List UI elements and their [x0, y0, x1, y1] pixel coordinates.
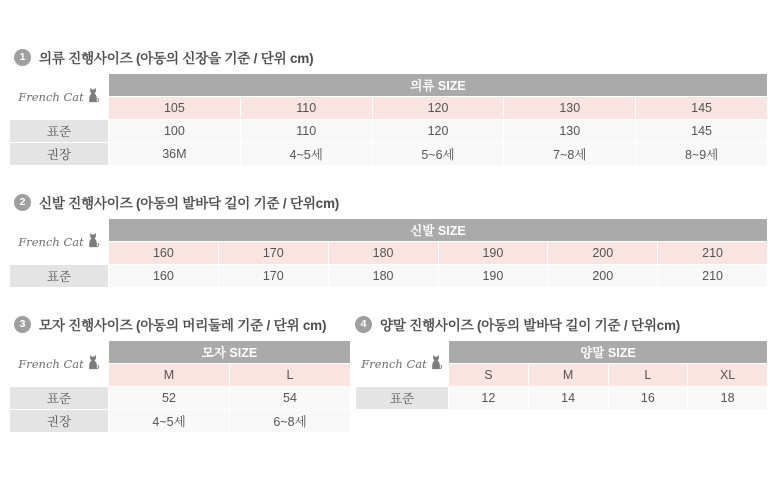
section-title: 의류 진행사이즈 (아동의 신장을 기준 / 단위 cm) — [39, 51, 314, 66]
size-value: 180 — [329, 265, 438, 287]
size-column-header: 170 — [219, 242, 328, 264]
size-value: 160 — [109, 265, 218, 287]
row-label: 권장 — [10, 410, 108, 432]
size-value: 4~5세 — [241, 143, 372, 165]
table-header: 양말 SIZE — [449, 341, 767, 363]
size-value: 210 — [658, 265, 767, 287]
size-value: 18 — [688, 387, 767, 409]
brand-logo-text: French Cat — [18, 356, 84, 371]
section-title: 모자 진행사이즈 (아동의 머리둘레 기준 / 단위 cm) — [39, 318, 327, 333]
size-column-header: XL — [688, 364, 767, 386]
size-column-header: 110 — [241, 97, 372, 119]
size-value: 170 — [219, 265, 328, 287]
cat-icon — [430, 354, 443, 370]
size-column-header: 190 — [439, 242, 548, 264]
size-column-header: L — [230, 364, 350, 386]
size-column-header: 210 — [658, 242, 767, 264]
row-label: 표준 — [356, 387, 448, 409]
size-value: 16 — [609, 387, 688, 409]
section-title: 신발 진행사이즈 (아동의 발바닥 길이 기준 / 단위cm) — [39, 196, 340, 211]
size-value: 145 — [636, 120, 767, 142]
size-table — [356, 341, 767, 409]
size-table — [10, 341, 350, 432]
size-value: 100 — [109, 120, 240, 142]
table-header: 신발 SIZE — [109, 219, 767, 241]
size-value: 14 — [529, 387, 608, 409]
row-label: 표준 — [10, 387, 108, 409]
section-heading — [10, 193, 767, 211]
size-value: 200 — [548, 265, 657, 287]
brand-logo — [10, 219, 108, 264]
table-header: 모자 SIZE — [109, 341, 350, 363]
size-value: 12 — [449, 387, 528, 409]
brand-logo-text: French Cat — [18, 234, 84, 249]
size-table — [10, 219, 767, 287]
size-value: 190 — [439, 265, 548, 287]
section-number-badge: 1 — [14, 49, 31, 66]
section-number-badge: 2 — [14, 194, 31, 211]
cat-icon — [87, 354, 100, 370]
brand-logo-text: French Cat — [18, 89, 84, 104]
section-shoe-size — [10, 193, 767, 287]
size-column-header: 160 — [109, 242, 218, 264]
size-column-header: 105 — [109, 97, 240, 119]
brand-logo — [356, 341, 448, 386]
size-column-header: 200 — [548, 242, 657, 264]
cat-icon — [87, 87, 100, 103]
section-heading — [353, 315, 767, 333]
section-heading — [10, 48, 767, 66]
size-value: 120 — [373, 120, 504, 142]
size-value: 110 — [241, 120, 372, 142]
brand-logo — [10, 341, 108, 386]
section-number-badge: 4 — [355, 316, 372, 333]
section-sock-size — [353, 315, 767, 409]
brand-logo-text: French Cat — [361, 356, 427, 371]
size-value: 5~6세 — [373, 143, 504, 165]
row-label: 표준 — [10, 265, 108, 287]
size-value: 7~8세 — [504, 143, 635, 165]
cat-icon — [87, 232, 100, 248]
section-number-badge: 3 — [14, 316, 31, 333]
section-heading — [10, 315, 350, 333]
row-label: 권장 — [10, 143, 108, 165]
size-value: 4~5세 — [109, 410, 229, 432]
size-column-header: 145 — [636, 97, 767, 119]
size-value: 54 — [230, 387, 350, 409]
section-title: 양말 진행사이즈 (아동의 발바닥 길이 기준 / 단위cm) — [380, 318, 681, 333]
size-column-header: L — [609, 364, 688, 386]
size-column-header: 130 — [504, 97, 635, 119]
size-value: 130 — [504, 120, 635, 142]
size-value: 8~9세 — [636, 143, 767, 165]
size-value: 36M — [109, 143, 240, 165]
section-clothing-size — [10, 48, 767, 165]
size-column-header: 120 — [373, 97, 504, 119]
table-header: 의류 SIZE — [109, 74, 767, 96]
size-value: 52 — [109, 387, 229, 409]
size-column-header: S — [449, 364, 528, 386]
size-column-header: M — [529, 364, 608, 386]
row-label: 표준 — [10, 120, 108, 142]
size-column-header: 180 — [329, 242, 438, 264]
size-column-header: M — [109, 364, 229, 386]
size-value: 6~8세 — [230, 410, 350, 432]
size-table — [10, 74, 767, 165]
brand-logo — [10, 74, 108, 119]
section-hat-size — [10, 315, 350, 432]
